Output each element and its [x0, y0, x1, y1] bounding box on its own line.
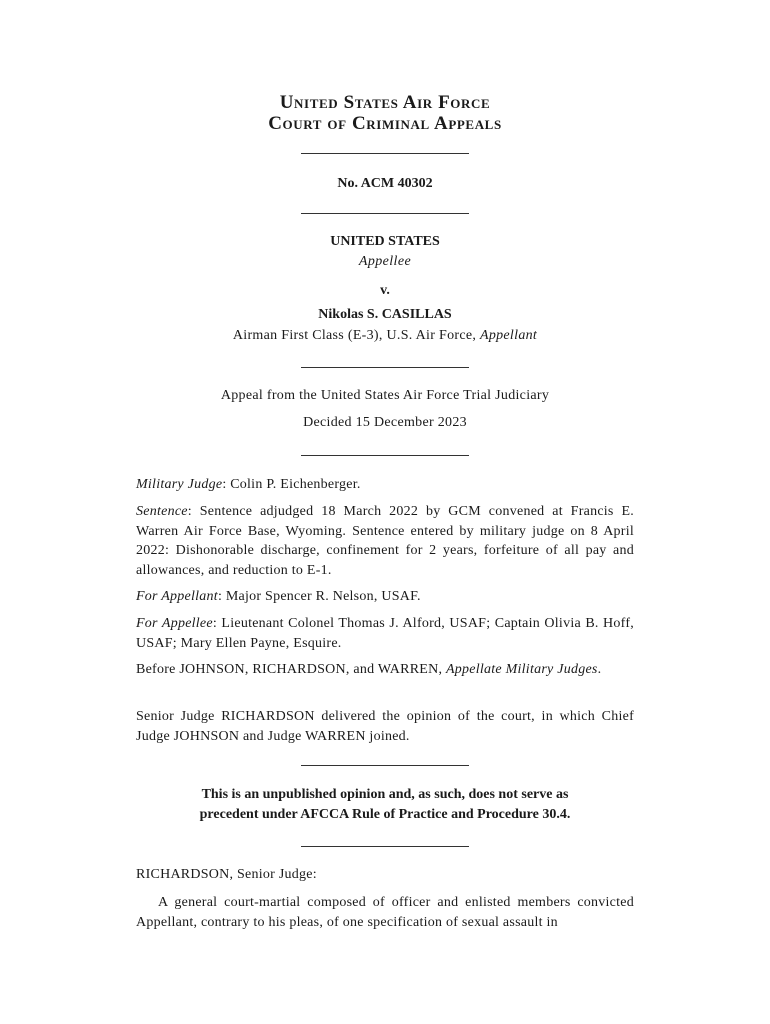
sentence-value: : Sentence adjudged 18 March 2022 by GCM convened at Francis E. Warren Air Force Base, Wyoming. Sentence entered by military judge on 8 April 2022: Dishonorable discharge, confinement for 2 years, forfeiture of all pay and allowances, and reduction to E-1. — [136, 504, 634, 578]
military-judge-label: Military Judge — [136, 477, 223, 492]
divider — [301, 367, 469, 368]
military-judge-value: : Colin P. Eichenberger. — [222, 477, 361, 492]
appellant-rank: Airman First Class (E-3), U.S. Air Force, — [232, 328, 480, 343]
appellant-description — [0, 328, 770, 344]
divider — [301, 765, 469, 766]
court-name-line-2: Court of Criminal Appeals — [268, 113, 502, 134]
case-number: No. ACM 40302 — [337, 176, 433, 191]
decision-date: Decided 15 December 2023 — [303, 415, 467, 430]
sentence-label: Sentence — [136, 504, 188, 519]
sentence — [136, 502, 634, 580]
counsel-for-appellee — [136, 614, 634, 653]
appellant-name: Nikolas S. CASILLAS — [318, 307, 452, 322]
divider — [301, 846, 469, 847]
before-text: Before JOHNSON, RICHARDSON, and WARREN, — [136, 662, 446, 677]
appellant-role: Appellant — [479, 328, 538, 343]
versus: v. — [380, 283, 390, 298]
before-role: Appellate Military Judges — [445, 662, 598, 677]
divider — [301, 213, 469, 214]
for-appellee-label: For Appellee — [136, 616, 213, 631]
appellee-name: UNITED STATES — [330, 234, 440, 249]
appellee-role: Appellee — [358, 254, 412, 269]
counsel-for-appellant — [136, 587, 634, 607]
for-appellee-value: : Lieutenant Colonel Thomas J. Alford, USAF; Captain Olivia B. Hoff, USAF; Mary Ellen Payne, Esquire. — [136, 616, 634, 651]
opinion-delivery: Senior Judge RICHARDSON delivered the opinion of the court, in which Chief Judge JOHNSON and Judge WARREN joined. — [136, 709, 634, 744]
before-end: . — [597, 662, 602, 677]
panel-judges — [136, 660, 634, 680]
notice-line-2: precedent under AFCCA Rule of Practice and Procedure 30.4. — [199, 807, 571, 822]
for-appellant-label: For Appellant — [136, 589, 218, 604]
military-judge — [136, 475, 634, 495]
opinion-body: A general court-martial composed of officer and enlisted members convicted Appellant, contrary to his pleas, of one specification of sexual assault in — [136, 895, 634, 930]
unpublished-notice — [150, 785, 620, 825]
divider — [301, 455, 469, 456]
court-name-line-1: United States Air Force — [279, 92, 491, 113]
divider — [301, 153, 469, 154]
opinion-author: RICHARDSON, Senior Judge: — [136, 867, 317, 882]
for-appellant-value: : Major Spencer R. Nelson, USAF. — [217, 589, 421, 604]
notice-line-1: This is an unpublished opinion and, as such, does not serve as — [201, 787, 569, 802]
appeal-from: Appeal from the United States Air Force Trial Judiciary — [220, 388, 550, 403]
